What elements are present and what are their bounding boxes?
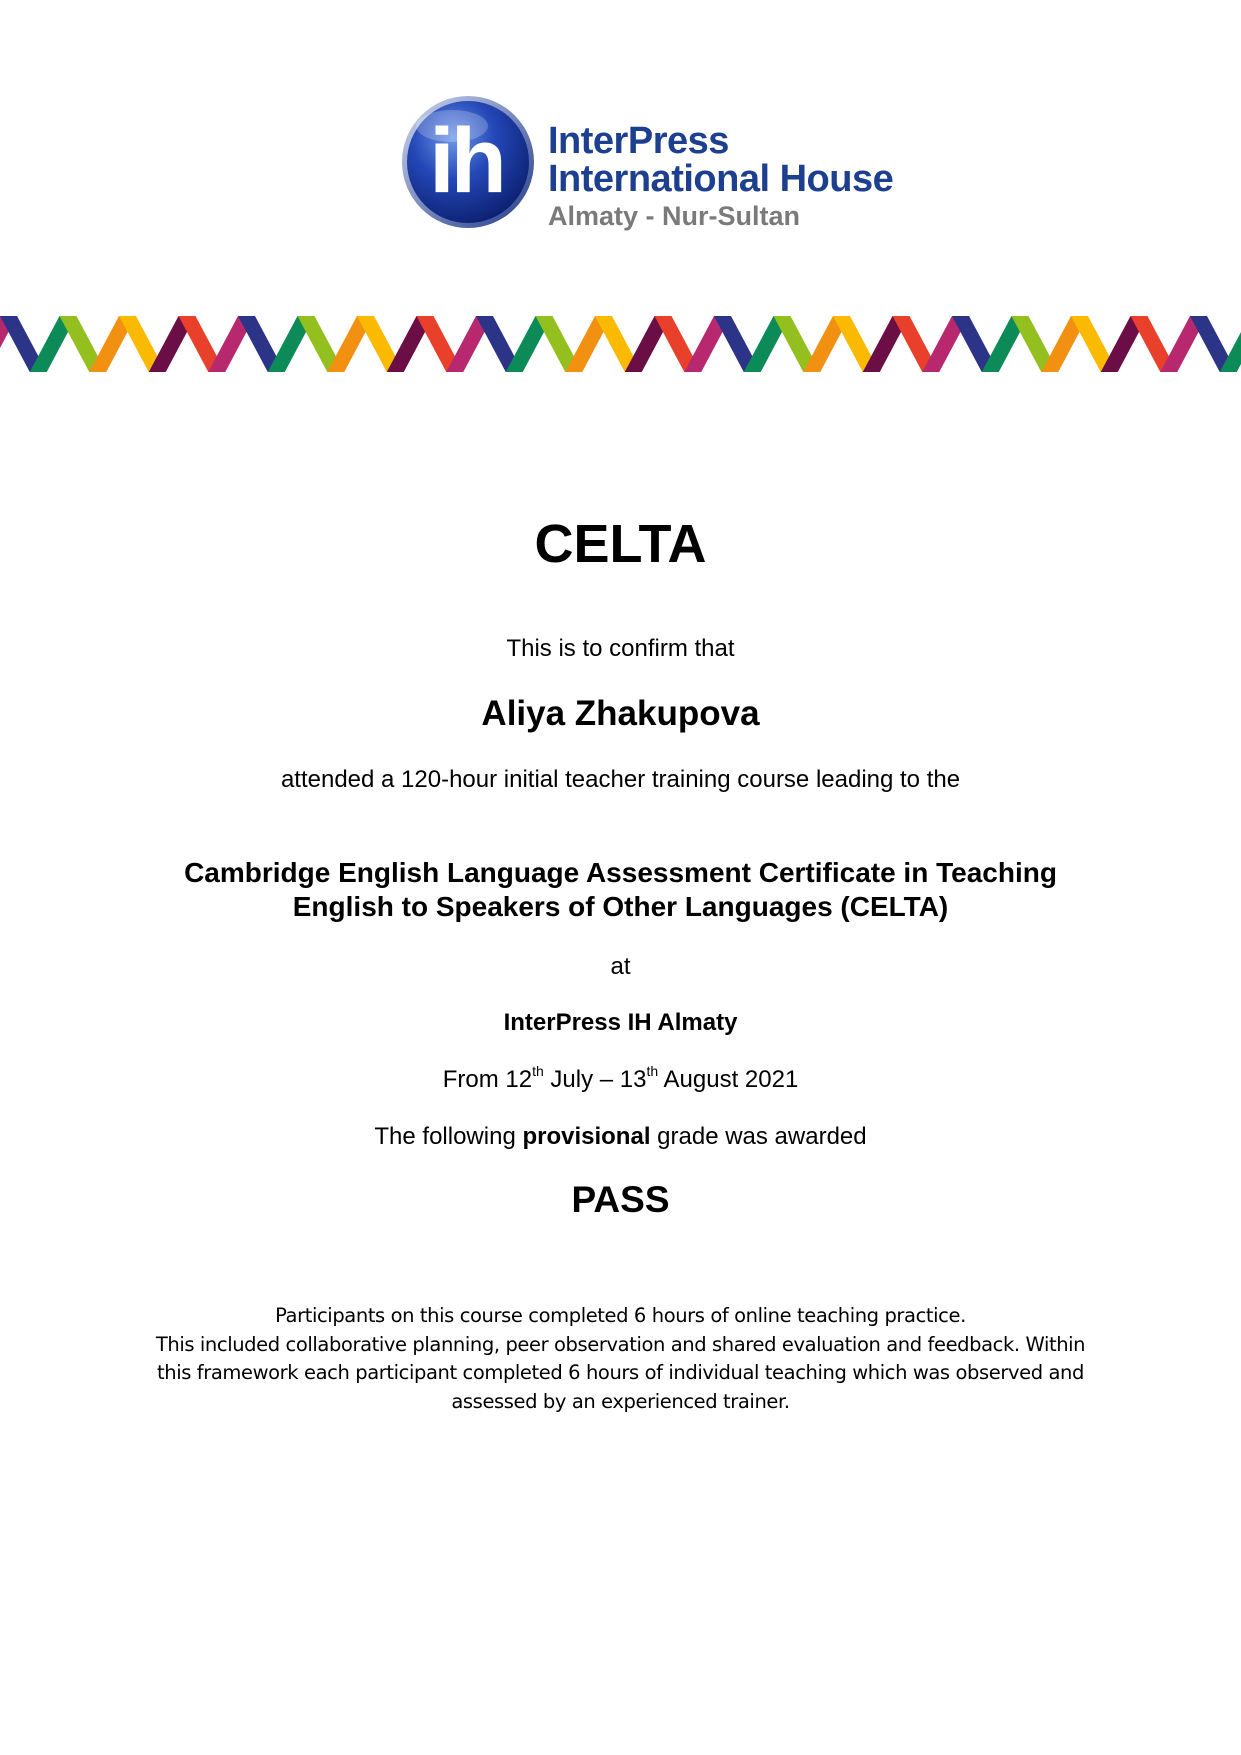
qualification-title [0, 856, 1241, 924]
decorative-zigzag-ribbon [0, 316, 1241, 372]
grade-statement [0, 1122, 1241, 1152]
course-note-line-4: assessed by an experienced trainer. [451, 1389, 790, 1413]
dates-end-suffix: th [646, 1063, 659, 1079]
dates-prefix: From 12 [442, 1066, 533, 1093]
at-text: at [610, 953, 631, 980]
ih-globe-icon [400, 94, 536, 230]
course-note-line-1: Participants on this course completed 6 hours of online teaching practice. [275, 1304, 966, 1327]
grade-awarded: PASS [571, 1179, 670, 1220]
dates-middle: July – 13 [543, 1066, 647, 1093]
logo-line-interpress: InterPress [548, 120, 729, 162]
course-dates [0, 1064, 1241, 1096]
dates-end: August 2021 [658, 1066, 799, 1093]
certificate-title: CELTA [534, 514, 707, 574]
qualification-line-1: Cambridge English Language Assessment Certificate in Teaching [184, 857, 1057, 888]
logo-mark-letters: ih [429, 110, 503, 212]
course-note [0, 1302, 1241, 1416]
logo-line-location: Almaty - Nur-Sultan [548, 201, 801, 231]
grade-statement-before: The following [374, 1123, 523, 1150]
candidate-name: Aliya Zhakupova [481, 694, 760, 733]
grade-statement-after: grade was awarded [650, 1123, 867, 1150]
attended-text: attended a 120-hour initial teacher training course leading to the [280, 766, 961, 793]
qualification-line-2: English to Speakers of Other Languages (CELTA) [292, 891, 949, 922]
institution-logo [400, 94, 920, 244]
course-note-line-3: this framework each participant completed 6 hours of individual teaching which was observed and [157, 1361, 1084, 1384]
grade-statement-emphasis: provisional [522, 1123, 651, 1150]
logo-line-international-house: International House [548, 158, 894, 200]
logo-wordmark [548, 122, 893, 232]
course-note-line-2: This included collaborative planning, peer observation and shared evaluation and feedback. Within [155, 1332, 1086, 1356]
confirm-text: This is to confirm that [506, 635, 735, 662]
dates-start-suffix: th [532, 1063, 544, 1079]
centre-name: InterPress IH Almaty [503, 1009, 738, 1036]
